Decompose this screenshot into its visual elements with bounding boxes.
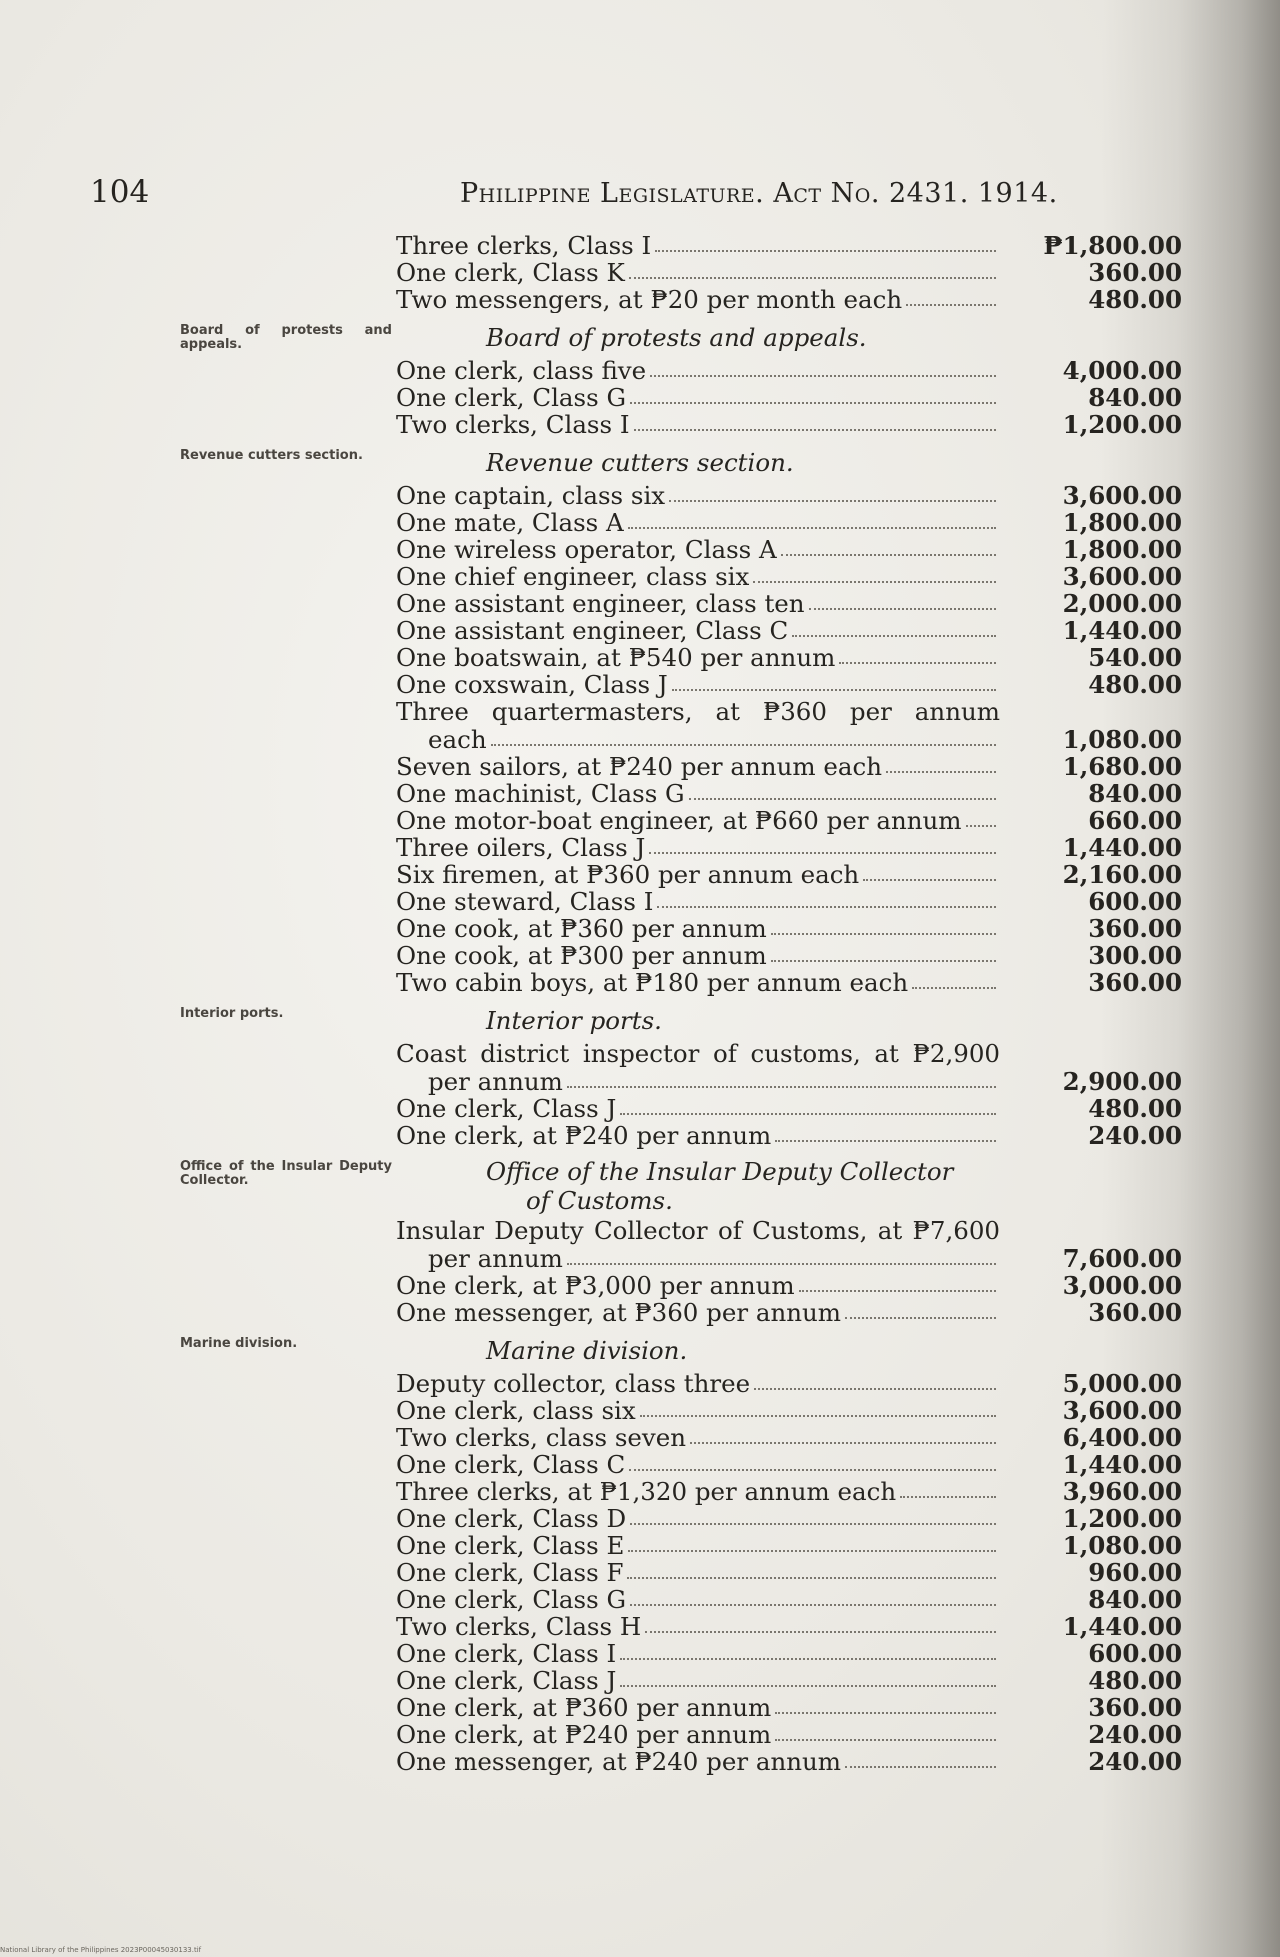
list-item [396,509,1182,536]
list-item [396,1370,1182,1397]
dot-leader [900,1495,996,1498]
list-item [396,1040,1182,1068]
item-text: Coast district inspector of customs, at ₱2,900 [396,1039,1000,1068]
list-item [396,1397,1182,1424]
item-amount: 840.00 [1088,779,1182,808]
section-heading [396,1157,1046,1215]
item-amount: 7,600.00 [1062,1244,1182,1273]
list-item [396,590,1182,617]
item-amount: 1,440.00 [1062,1450,1182,1479]
item-text: Six firemen, at ₱360 per annum each [396,861,860,888]
margin-note: Office of the Insular Deputy Collector. [180,1159,392,1188]
item-amount: 1,440.00 [1062,1612,1182,1641]
dot-leader [620,1657,996,1660]
item-amount: 3,600.00 [1062,481,1182,510]
item-amount: 1,080.00 [1062,1531,1182,1560]
dot-leader [672,688,996,691]
item-text: Three clerks, Class I [396,232,652,259]
margin-note: Interior ports. [180,1006,284,1021]
section-heading [396,321,1182,355]
list-item [396,698,1182,726]
item-text: Two clerks, Class I [396,411,630,438]
section [396,321,1182,438]
item-text: Three quartermasters, at ₱360 per annum [396,697,1000,726]
section-heading [396,446,1182,480]
item-amount: 480.00 [1088,670,1182,699]
item-amount: 3,600.00 [1062,562,1182,591]
item-text: One clerk, class six [396,1397,636,1424]
item-amount: 3,600.00 [1062,1396,1182,1425]
item-amount: 1,080.00 [1062,725,1182,754]
list-item [396,1505,1182,1532]
section-heading [396,1004,1182,1038]
item-amount: 1,440.00 [1062,833,1182,862]
dot-leader [655,249,996,252]
list-item [396,563,1182,590]
section [396,232,1182,313]
dot-leader [630,1603,996,1606]
list-item [396,1272,1182,1299]
item-text: One clerk, Class J [396,1667,617,1694]
item-text: Seven sailors, at ₱240 per annum each [396,753,882,780]
dot-leader [839,661,996,664]
margin-note: Revenue cutters section. [180,448,363,463]
dot-leader [620,1112,996,1115]
item-amount: 360.00 [1088,258,1182,287]
list-item [396,1095,1182,1122]
list-item [396,1586,1182,1613]
item-amount: 1,800.00 [1062,535,1182,564]
item-text: Deputy collector, class three [396,1370,751,1397]
dot-leader [567,1262,996,1265]
item-text: One motor-boat engineer, at ₱660 per annum [396,807,962,834]
list-item [396,671,1182,698]
item-text: One steward, Class I [396,888,654,915]
dot-leader [886,770,996,773]
dot-leader [491,743,996,746]
item-amount: ₱1,800.00 [1043,231,1182,260]
list-item [396,286,1182,313]
item-text: One clerk, at ₱360 per annum [396,1694,772,1721]
page-number: 104 [90,174,150,210]
dot-leader [567,1085,996,1088]
dot-leader [645,1630,996,1633]
item-text: One chief engineer, class six [396,563,750,590]
item-amount: 3,960.00 [1062,1477,1182,1506]
item-text: One clerk, Class F [396,1559,624,1586]
list-item [396,888,1182,915]
item-text: One clerk, Class D [396,1505,627,1532]
item-amount: 1,680.00 [1062,752,1182,781]
item-amount: 1,440.00 [1062,616,1182,645]
dot-leader [912,986,996,989]
item-amount: 3,000.00 [1062,1271,1182,1300]
list-item [396,357,1182,384]
dot-leader [628,1549,996,1552]
section [396,1157,1182,1326]
appropriation-list [396,232,1182,1775]
item-text: One messenger, at ₱360 per annum [396,1299,842,1326]
list-item [396,1122,1182,1149]
section [396,1334,1182,1775]
dot-leader [966,824,996,827]
dot-leader [628,526,996,529]
section-heading-text: Marine division. [486,1336,688,1365]
section-heading-text: Board of protests and appeals. [486,323,867,352]
list-item [396,259,1182,286]
section [396,1004,1182,1149]
item-amount: 240.00 [1088,1121,1182,1150]
list-item [396,1424,1182,1451]
running-title: Philippine Legislature. Act No. 2431. 1914. [460,178,1058,209]
list-item [396,1640,1182,1667]
dot-leader [634,428,996,431]
list-item [396,411,1182,438]
list-item [396,1694,1182,1721]
running-head [0,168,1280,208]
dot-leader [775,1711,996,1714]
item-amount: 6,400.00 [1062,1423,1182,1452]
item-amount: 360.00 [1088,968,1182,997]
list-item [396,1613,1182,1640]
section [396,446,1182,996]
dot-leader [629,276,996,279]
dot-leader [629,1468,996,1471]
item-text: Two clerks, class seven [396,1424,687,1451]
item-amount: 600.00 [1088,887,1182,916]
list-item [396,232,1182,259]
item-text: One messenger, at ₱240 per annum [396,1748,842,1775]
list-item [396,1478,1182,1505]
list-item [396,617,1182,644]
item-text: One clerk, Class G [396,384,627,411]
item-text-continuation: per annum [428,1245,563,1272]
list-item [396,807,1182,834]
list-item [396,1748,1182,1775]
section-heading-text: Revenue cutters section. [486,448,794,477]
item-amount: 600.00 [1088,1639,1182,1668]
list-item [396,1559,1182,1586]
item-amount: 2,000.00 [1062,589,1182,618]
margin-note: Board of protests and appeals. [180,323,392,352]
item-amount: 300.00 [1088,941,1182,970]
item-text: One clerk, Class K [396,259,625,286]
dot-leader [771,959,996,962]
dot-leader [809,607,996,610]
list-item [396,1667,1182,1694]
list-item-continuation [396,1245,1182,1272]
item-amount: 360.00 [1088,1693,1182,1722]
dot-leader [845,1765,996,1768]
dot-leader [630,401,996,404]
item-amount: 1,800.00 [1062,508,1182,537]
item-text: Insular Deputy Collector of Customs, at ₱7,600 [396,1216,1000,1245]
list-item-continuation [396,726,1182,753]
dot-leader [630,1522,996,1525]
dot-leader [657,905,996,908]
dot-leader [754,1387,996,1390]
item-text: One boatswain, at ₱540 per annum [396,644,836,671]
item-text: One clerk, at ₱3,000 per annum [396,1272,795,1299]
dot-leader [640,1414,996,1417]
list-item [396,1217,1182,1245]
item-amount: 960.00 [1088,1558,1182,1587]
item-text: One machinist, Class G [396,780,685,807]
item-amount: 360.00 [1088,1298,1182,1327]
item-amount: 480.00 [1088,1666,1182,1695]
list-item [396,834,1182,861]
item-amount: 360.00 [1088,914,1182,943]
item-amount: 2,160.00 [1062,860,1182,889]
list-item [396,753,1182,780]
item-amount: 2,900.00 [1062,1067,1182,1096]
list-item-continuation [396,1068,1182,1095]
item-amount: 660.00 [1088,806,1182,835]
list-item [396,1532,1182,1559]
item-text: One clerk, at ₱240 per annum [396,1122,772,1149]
item-text: One clerk, Class I [396,1640,617,1667]
list-item [396,1299,1182,1326]
item-text: Two cabin boys, at ₱180 per annum each [396,969,909,996]
dot-leader [753,580,996,583]
dot-leader [669,499,996,502]
list-item [396,1451,1182,1478]
dot-leader [650,374,996,377]
item-amount: 480.00 [1088,1094,1182,1123]
section-heading-text: Office of the Insular Deputy Collector [486,1157,954,1186]
item-text: One coxswain, Class J [396,671,668,698]
item-text: One cook, at ₱360 per annum [396,915,767,942]
section-heading [396,1334,1182,1368]
list-item [396,482,1182,509]
item-text: One clerk, Class C [396,1451,626,1478]
section-heading-continuation: of Customs. [526,1186,673,1215]
list-item [396,536,1182,563]
item-amount: 5,000.00 [1062,1369,1182,1398]
dot-leader [845,1316,996,1319]
dot-leader [775,1139,996,1142]
item-text: One clerk, Class G [396,1586,627,1613]
list-item [396,861,1182,888]
dot-leader [799,1289,996,1292]
item-text: One captain, class six [396,482,666,509]
dot-leader [775,1738,996,1741]
list-item [396,644,1182,671]
item-amount: 840.00 [1088,383,1182,412]
scan-footer: National Library of the Philippines 2023P00045030133.tif [0,1946,202,1954]
dot-leader [792,634,996,637]
item-amount: 4,000.00 [1062,356,1182,385]
item-amount: 840.00 [1088,1585,1182,1614]
dot-leader [906,303,996,306]
item-text: One mate, Class A [396,509,624,536]
list-item [396,969,1182,996]
item-text: One assistant engineer, class ten [396,590,805,617]
item-text: One clerk, Class J [396,1095,617,1122]
list-item [396,384,1182,411]
dot-leader [771,932,996,935]
item-text-continuation: per annum [428,1068,563,1095]
list-item [396,780,1182,807]
list-item [396,1721,1182,1748]
dot-leader [690,1441,996,1444]
item-text-continuation: each [428,726,487,753]
item-amount: 240.00 [1088,1747,1182,1776]
item-amount: 240.00 [1088,1720,1182,1749]
margin-note: Marine division. [180,1336,298,1351]
item-text: Two messengers, at ₱20 per month each [396,286,903,313]
dot-leader [627,1576,996,1579]
list-item [396,915,1182,942]
dot-leader [649,851,996,854]
section-heading-text: Interior ports. [486,1006,662,1035]
dot-leader [620,1684,996,1687]
item-amount: 1,200.00 [1062,410,1182,439]
dot-leader [863,878,996,881]
list-item [396,942,1182,969]
item-text: One wireless operator, Class A [396,536,777,563]
item-text: Three clerks, at ₱1,320 per annum each [396,1478,897,1505]
dot-leader [781,553,996,556]
item-amount: 540.00 [1088,643,1182,672]
item-text: One cook, at ₱300 per annum [396,942,767,969]
item-amount: 480.00 [1088,285,1182,314]
item-text: One assistant engineer, Class C [396,617,789,644]
item-text: Three oilers, Class J [396,834,646,861]
item-amount: 1,200.00 [1062,1504,1182,1533]
item-text: One clerk, Class E [396,1532,625,1559]
item-text: Two clerks, Class H [396,1613,642,1640]
item-text: One clerk, class five [396,357,647,384]
item-text: One clerk, at ₱240 per annum [396,1721,772,1748]
dot-leader [689,797,996,800]
